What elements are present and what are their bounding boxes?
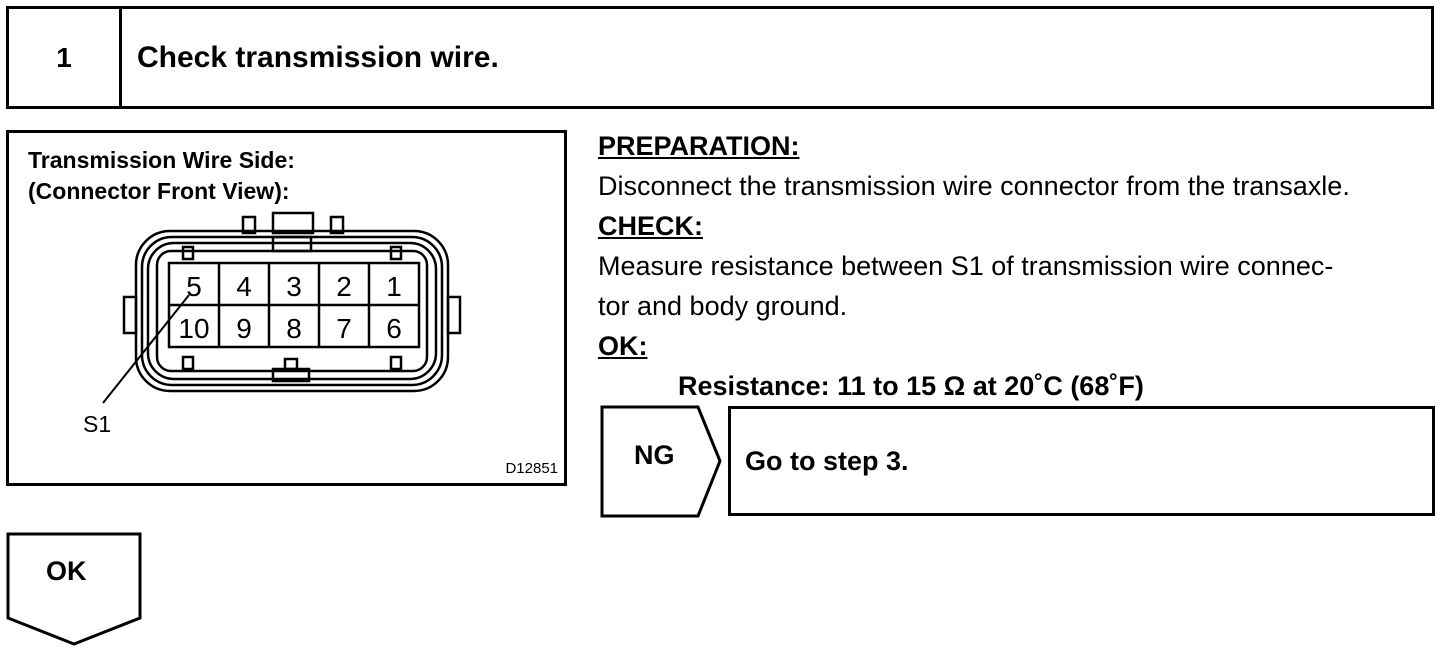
ok-arrow-tag [6,532,142,646]
step-header [6,6,1434,109]
figure-title-line-1: Transmission Wire Side: [28,147,295,173]
pin-label: 2 [336,271,352,302]
pin-label: 8 [286,313,302,344]
connector-figure [6,130,567,486]
ok-label: OK [46,556,87,586]
pin-label: 3 [286,271,302,302]
s1-leader-line [103,295,189,403]
pin-label: 7 [336,313,352,344]
ng-label: NG [634,440,675,470]
step-number: 1 [9,9,122,106]
pin-label: 1 [386,271,402,302]
ng-result-text: Go to step 3. [745,446,909,476]
pin-label: 4 [236,271,252,302]
ok-heading: OK: [598,331,648,361]
check-text-line-2: tor and body ground. [598,291,848,321]
pin-label: 6 [386,313,402,344]
check-heading: CHECK: [598,211,703,241]
s1-callout: S1 [83,411,112,437]
figure-code: D12851 [505,460,558,477]
preparation-text: Disconnect the transmission wire connector from the transaxle. [598,171,1350,201]
preparation-heading: PREPARATION: [598,131,800,161]
pin-label: 5 [186,271,202,302]
pin-label: 9 [236,313,252,344]
figure-title-line-2: (Connector Front View): [28,178,290,204]
check-text-line-1: Measure resistance between S1 of transmission wire connec- [598,251,1334,281]
step-title: Check transmission wire. [137,41,499,74]
instructions [598,126,1448,406]
pin-label: 10 [178,313,210,344]
resistance-spec: Resistance: 11 to 15 Ω at 20˚C (68˚F) [678,371,1144,401]
ng-result-box [728,406,1435,516]
